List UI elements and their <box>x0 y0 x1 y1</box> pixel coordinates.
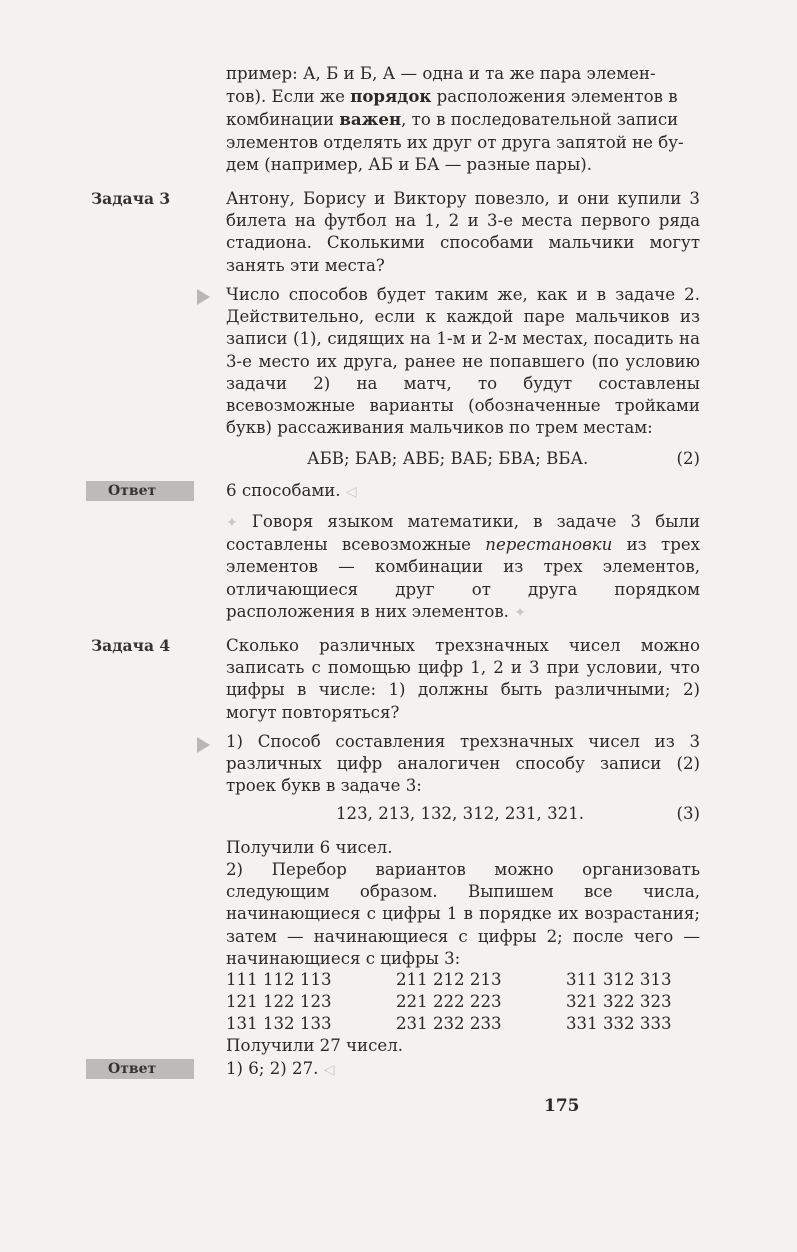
grid-cell: 331 332 333 <box>566 1014 672 1034</box>
intro-line: , то в последовательной записи <box>401 110 679 130</box>
task4-formula: 123, 213, 132, 312, 231, 321. <box>336 804 585 823</box>
task4-got27: Получили 27 чисел. <box>226 1036 404 1055</box>
intro-paragraph <box>226 63 700 176</box>
task4-solution2: 2) Перебор вариантов можно организовать следующим образом. Выпишем все числа, начинающиеся с цифры 1 в порядке их возрастания; затем — начинающиеся с цифры 2; после чего — начинающиеся с цифры 3: <box>226 860 700 968</box>
task3-answer <box>226 480 700 503</box>
task4-label: Задача 4 <box>91 636 171 655</box>
end-mark-icon: ◁ <box>345 484 357 500</box>
grid-cell: 221 222 223 <box>396 992 502 1012</box>
intro-bold: порядок <box>350 86 432 107</box>
grid-row <box>226 1013 700 1035</box>
task3-text: Антону, Борису и Виктору повезло, и они купили 3 билета на футбол на 1, 2 и 3-е места первого ряда стадиона. Сколькими способами мальчики могут занять эти места? <box>226 189 700 275</box>
grid-cell: 131 132 133 <box>226 1014 332 1034</box>
grid-cell: 321 322 323 <box>566 992 672 1012</box>
note-end-icon: ✦ <box>514 604 526 621</box>
solution-marker-icon <box>197 289 210 305</box>
formula-number: (3) <box>676 804 700 823</box>
note-italic: перестановки <box>485 535 613 555</box>
answer-text: 6 способами. <box>226 481 341 500</box>
intro-line: дем (например, АБ и БА — разные пары). <box>226 154 593 174</box>
formula-number: (2) <box>676 449 700 468</box>
task4-answer <box>226 1058 700 1081</box>
grid-row <box>226 969 700 991</box>
note-text: из трех элементов — комбинации из трех элементов, отличающиеся друг от друга порядком расположения в них элементов. <box>226 535 700 621</box>
task4-got6: Получили 6 чисел. <box>226 838 393 857</box>
task4-text: Сколько различных трехзначных чисел можно записать с помощью цифр 1, 2 и 3 при условии, что цифры в числе: 1) должны быть различными; 2) могут повторяться? <box>226 636 700 722</box>
note-text: Говоря языком математики, в задаче 3 были составлены всевозможные <box>226 512 700 555</box>
answer-badge: Ответ <box>86 481 194 501</box>
grid-cell: 311 312 313 <box>566 970 672 989</box>
grid-cell: 231 232 233 <box>396 1014 502 1034</box>
answer-badge: Ответ <box>86 1059 194 1079</box>
task3-note <box>226 511 700 624</box>
answer-text: 1) 6; 2) 27. <box>226 1059 319 1078</box>
grid-cell: 211 212 213 <box>396 970 502 989</box>
note-start-icon: ✦ <box>226 515 238 531</box>
intro-line: расположения элементов в <box>431 87 678 107</box>
intro-line: пример: А, Б и Б, А — одна и та же пара элемен- <box>226 64 656 83</box>
task3-label: Задача 3 <box>91 189 171 208</box>
task3-solution: Число способов будет таким же, как и в задаче 2. Действительно, если к каждой паре мальчиков из записи (1), сидящих на 1-м и 2-м местах, посадить на 3-е место их друга, ранее не попавшего (по условию задачи 2) на матч, то будут составлены всевозможные варианты (обозначенные тройками букв) рассаживания мальчиков по трем местам: <box>226 285 700 438</box>
page-number: 175 <box>544 1096 580 1116</box>
intro-line: комбинации <box>226 110 340 130</box>
intro-line: элементов отделять их друг от друга запятой не бу- <box>226 132 684 152</box>
intro-bold: важен <box>339 109 402 130</box>
intro-line: тов). Если же <box>226 87 351 107</box>
solution-marker-icon <box>197 737 210 753</box>
task3-formula: АБВ; БАВ; АВБ; ВАБ; БВА; ВБА. <box>307 449 589 468</box>
task4-solution1: 1) Способ составления трехзначных чисел из 3 различных цифр аналогичен способу записи (2) троек букв в задаче 3: <box>226 732 700 796</box>
numbers-grid <box>226 969 700 1036</box>
end-mark-icon: ◁ <box>323 1062 335 1078</box>
grid-cell: 121 122 123 <box>226 992 332 1012</box>
grid-cell: 111 112 113 <box>226 970 332 989</box>
grid-row <box>226 991 700 1013</box>
